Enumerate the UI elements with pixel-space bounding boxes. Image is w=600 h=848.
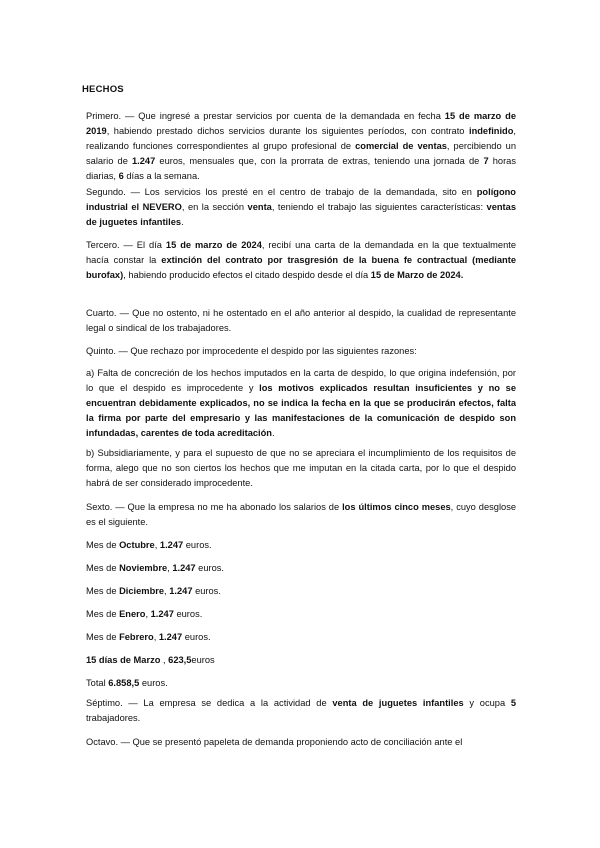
text-segment: euros. — [139, 678, 168, 688]
text-segment: , teniendo el trabajo las siguientes características: — [271, 202, 487, 212]
text-segment: trabajadores. — [86, 713, 141, 723]
text-segment: Séptimo. — La empresa se dedica a la actividad de — [86, 698, 333, 708]
hecho-sexto — [86, 500, 516, 530]
text-segment: Sexto. — Que la empresa no me ha abonado los salarios de — [86, 502, 343, 512]
text-segment: 15 de marzo de 2019 — [86, 111, 516, 136]
text-segment: Quinto. — Que rechazo por improcedente el despido por las siguientes razones: — [86, 346, 417, 356]
text-segment: Octubre — [119, 540, 155, 550]
text-segment: Total — [86, 678, 109, 688]
text-segment: , realizando funciones correspondientes al grupo profesional de — [86, 126, 516, 151]
section-heading: HECHOS — [82, 84, 124, 95]
hecho-septimo — [86, 696, 516, 726]
text-segment: , — [160, 655, 169, 665]
razon-b — [86, 446, 516, 491]
total — [86, 676, 168, 691]
text-segment: Tercero. — El día — [86, 240, 166, 250]
text-segment: , — [164, 586, 170, 596]
text-segment: Mes de — [86, 632, 120, 642]
text-segment: extinción del contrato por trasgresión de la buena fe contractual (mediante burofax) — [86, 255, 517, 280]
text-segment: horas diarias, — [86, 156, 516, 181]
text-segment: euros. — [173, 609, 203, 619]
text-segment: Octavo. — Que se presentó papeleta de demanda proponiendo acto de conciliación ante el — [86, 737, 463, 747]
text-segment: y ocupa — [463, 698, 511, 708]
text-segment: , recibí una carta de la demandada en la que textualmente hacía constar la — [86, 240, 516, 265]
text-segment: 1.247 — [132, 156, 156, 166]
text-segment: euros. — [192, 586, 221, 596]
text-segment: 1.247 — [169, 586, 193, 596]
text-segment: , habiendo prestado dichos servicios durante los siguientes períodos, con contrato — [106, 126, 469, 136]
text-segment: 6 — [118, 171, 124, 181]
text-segment: , en la sección — [181, 202, 248, 212]
text-segment: euros. — [183, 540, 212, 550]
text-segment: 15 de marzo de 2024 — [165, 240, 262, 250]
hecho-primero — [86, 109, 516, 184]
text-segment: 15 días de Marzo — [86, 655, 161, 665]
text-segment: euros. — [195, 563, 224, 573]
text-segment: 1.247 — [150, 609, 174, 619]
text-segment: Noviembre — [119, 563, 168, 573]
text-segment: , — [167, 563, 173, 573]
mes-enero — [86, 607, 202, 622]
text-segment: 1.247 — [158, 632, 183, 642]
text-segment: los motivos explicados resultan insuficientes y no se encuentran debidamente explicados, no se indica la fecha en la que se producirán efectos, falta la firma por parte del empresario y las manifestaciones de la comunicación de despido son infundadas, carentes de toda acreditación — [86, 383, 516, 438]
hecho-quinto — [86, 344, 516, 359]
text-segment: 15 de Marzo de 2024. — [370, 270, 464, 280]
text-segment: a) Falta de concreción de los hechos imputados en la carta de despido, lo que origina indefensión, por lo que el despido es improcedente y — [86, 368, 516, 393]
text-segment: Diciembre — [119, 586, 165, 596]
text-segment: ventas de juguetes infantiles — [86, 202, 516, 227]
text-segment: . — [181, 217, 184, 227]
hecho-cuarto — [86, 306, 516, 336]
text-segment: , habiendo producido efectos el citado despido desde el día — [123, 270, 371, 280]
text-segment: venta de juguetes infantiles — [332, 698, 464, 708]
text-segment: Enero — [119, 609, 146, 619]
text-segment: días a la semana. — [123, 171, 200, 181]
text-segment: , — [153, 632, 159, 642]
text-segment: Mes de — [86, 586, 120, 596]
text-segment: venta — [247, 202, 272, 212]
mes-noviembre — [86, 561, 224, 576]
text-segment: indefinido — [468, 126, 514, 136]
mes-febrero — [86, 630, 211, 645]
text-segment: Febrero — [119, 632, 154, 642]
text-segment: los últimos cinco meses — [342, 502, 451, 512]
text-segment: Primero. — Que ingresé a prestar servicios por cuenta de la demandada en fecha — [86, 111, 445, 121]
text-segment: 623,5 — [168, 655, 192, 665]
text-segment: , — [154, 540, 160, 550]
mes-octubre — [86, 538, 212, 553]
hecho-octavo — [86, 735, 516, 750]
text-segment: comercial de ventas — [355, 141, 447, 151]
text-segment: , cuyo desglose es el siguiente. — [86, 502, 517, 527]
text-segment: polígono industrial el NEVERO — [86, 187, 516, 212]
hecho-segundo — [86, 185, 516, 230]
text-segment: , — [145, 609, 151, 619]
text-segment: 1.247 — [172, 563, 196, 573]
text-segment: Mes de — [86, 609, 120, 619]
text-segment: . — [272, 428, 275, 438]
text-segment: Mes de — [86, 563, 120, 573]
text-segment: b) Subsidiariamente, y para el supuesto de que no se apreciara el incumplimiento de los requisitos de forma, alego que no son ciertos los hechos que me imputan en la citada carta, por lo que el despido habrá de ser considerado improcedente. — [86, 448, 516, 488]
text-segment: Segundo. — Los servicios los presté en el centro de trabajo de la demandada, sito en — [86, 187, 477, 197]
text-segment: 5 — [510, 698, 517, 708]
text-segment: euros. — [182, 632, 211, 642]
text-segment: , percibiendo un salario de — [86, 141, 516, 166]
mes-diciembre — [86, 584, 221, 599]
hecho-tercero — [86, 238, 516, 283]
text-segment: euros — [191, 655, 215, 665]
razon-a — [86, 366, 516, 441]
text-segment: 1.247 — [159, 540, 184, 550]
text-segment: 7 — [483, 156, 489, 166]
dias-marzo — [86, 653, 215, 668]
text-segment: Cuarto. — Que no ostento, ni he ostentado en el año anterior al despido, la cualidad de representante legal o sindical de los trabajadores. — [86, 308, 516, 333]
text-segment: 6.858,5 — [108, 678, 140, 688]
text-segment: euros, mensuales que, con la prorrata de extras, teniendo una jornada de — [155, 156, 484, 166]
text-segment: Mes de — [86, 540, 120, 550]
